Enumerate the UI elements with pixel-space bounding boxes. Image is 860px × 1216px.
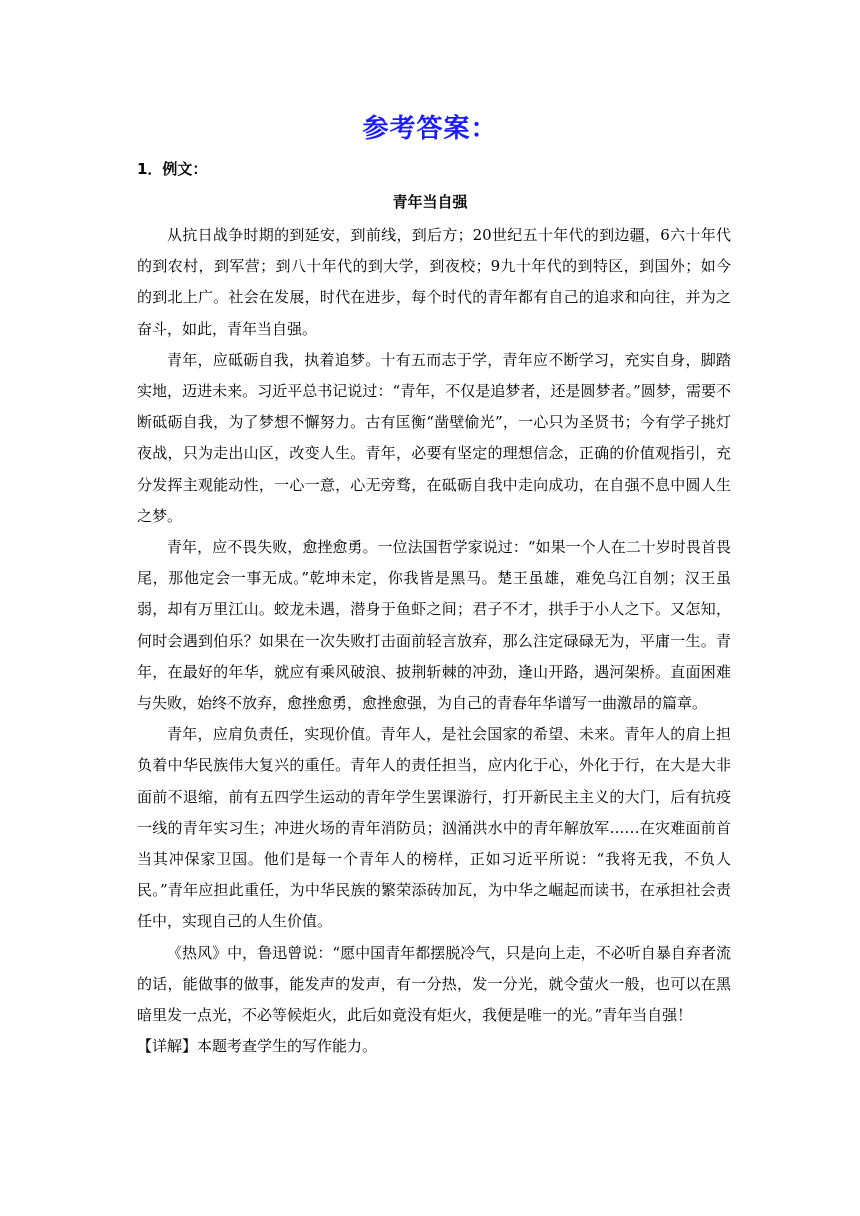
essay-title: 青年当自强: [392, 193, 468, 211]
essay-paragraph-2: 青年，应砥砺自我，执着追梦。十有五而志于学，青年应不断学习，充实自身，脚踏实地，迈进未来。习近平总书记说过：“青年，不仅是追梦者，还是圆梦者。”圆梦，需要不断砥砺自我，为了梦想不懈努力。古有匡衡“凿壁偷光”，一心只为圣贤书；今有学子挑灯夜战，只为走出山区，改变人生。青年，必要有坚定的理想信念，正确的价值观指引，充分发挥主观能动性，一心一意，心无旁骛，在砥砺自我中走向成功，在自强不息中圆人生之梦。: [137, 350, 731, 525]
detail-note: 【详解】本题考查学生的写作能力。: [137, 1037, 378, 1056]
question-label: 1．例文：: [137, 160, 208, 178]
essay-paragraph-5: 《热风》中，鲁迅曾说：“愿中国青年都摆脱冷气，只是向上走，不必听自暴自弃者流的话，能做事的做事，能发声的发声，有一分热，发一分光，就令萤火一般，也可以在黑暗里发一点光，不必等候炬火，此后如竟没有炬火，我便是唯一的光。”青年当自强！: [137, 943, 731, 1025]
essay-body: [137, 220, 731, 1062]
answer-title: 参考答案：: [362, 114, 498, 144]
essay-paragraph-1: 从抗日战争时期的到延安，到前线，到后方；20世纪五十年代的到边疆，6六十年代的到农村，到军营；到八十年代的到大学，到夜校；9九十年代的到特区，到国外；如今的到北上广。社会在发展，时代在进步，每个时代的青年都有自己的追求和向往，并为之奋斗，如此，青年当自强。: [137, 226, 731, 338]
essay-paragraph-4: 青年，应肩负责任，实现价值。青年人，是社会国家的希望、未来。青年人的肩上担负着中华民族伟大复兴的重任。青年人的责任担当，应内化于心，外化于行，在大是大非面前不退缩，前有五四学生运动的青年学生罢课游行，打开新民主主义的大门，后有抗疫一线的青年实习生；冲进火场的青年消防员；汹涌洪水中的青年解放军……在灾难面前首当其冲保家卫国。他们是每一个青年人的榜样，正如习近平所说：“我将无我，不负人民。”青年应担此重任，为中华民族的繁荣添砖加瓦，为中华之崛起而读书，在承担社会责任中，实现自己的人生价值。: [137, 725, 731, 931]
essay-paragraph-3: 青年，应不畏失败，愈挫愈勇。一位法国哲学家说过：“如果一个人在二十岁时畏首畏尾，那他定会一事无成。”乾坤未定，你我皆是黑马。楚王虽雄，难免乌江自刎；汉王虽弱，却有万里江山。蛟龙未遇，潜身于鱼虾之间；君子不才，拱手于小人之下。又怎知，何时会遇到伯乐？如果在一次失败打击面前轻言放弃，那么注定碌碌无为，平庸一生。青年，在最好的年华，就应有乘风破浪、披荆斩棘的冲劲，逢山开路，遇河架桥。直面困难与失败，始终不放弃，愈挫愈勇，愈挫愈强，为自己的青春年华谱写一曲激昂的篇章。: [137, 538, 731, 713]
